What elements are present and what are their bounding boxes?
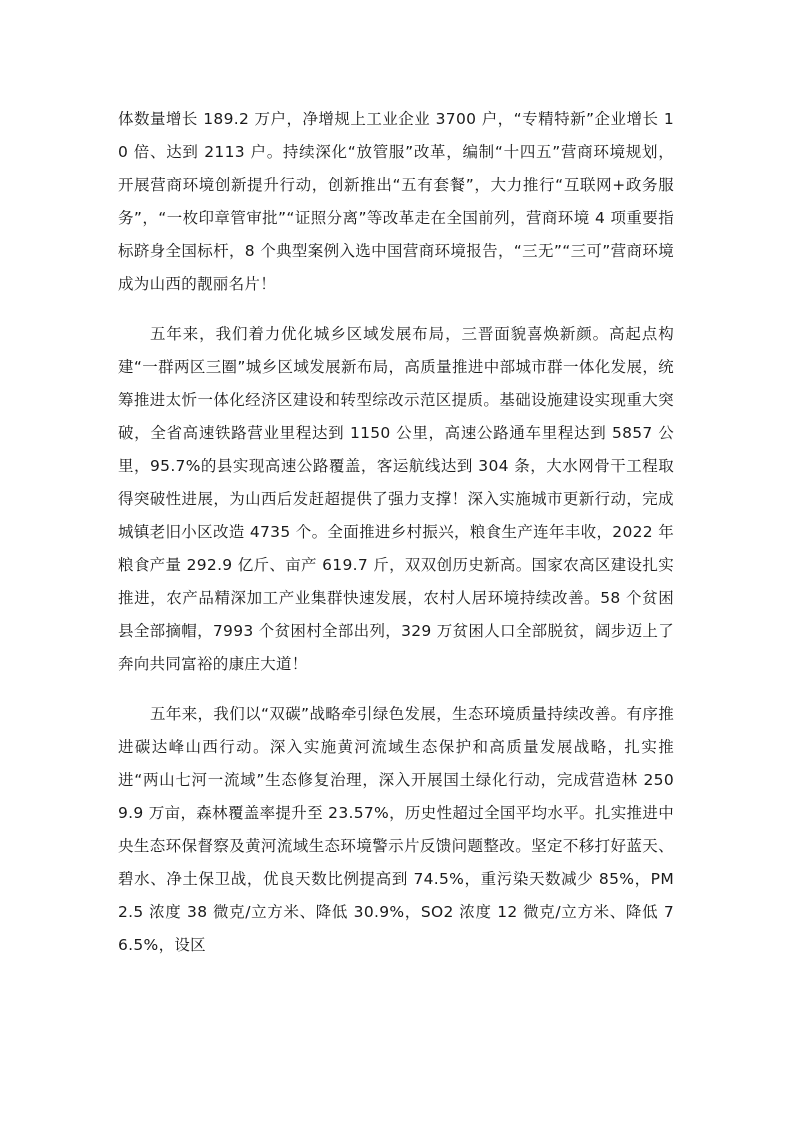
document-body xyxy=(118,103,674,962)
paragraph-green-development: 五年来，我们以“双碳”战略牵引绿色发展，生态环境质量持续改善。有序推进碳达峰山西行动。深入实施黄河流域生态保护和高质量发展战略，扎实推进“两山七河一流域”生态修复治理，深入开展国土绿化行动，完成营造林 2509.9 万亩，森林覆盖率提升至 23.57%，历史性超过全国平均水平。扎实推进中央生态环保督察及黄河流域生态环境警示片反馈问题整改。坚定不移打好蓝天、碧水、净土保卫战，优良天数比例提高到 74.5%，重污染天数减少 85%，PM2.5 浓度 38 微克/立方米、降低 30.9%，SO2 浓度 12 微克/立方米、降低 76.5%，设区 xyxy=(118,705,674,954)
paragraph-regional-development: 五年来，我们着力优化城乡区域发展布局，三晋面貌喜焕新颜。高起点构建“一群两区三圈”城乡区域发展新布局，高质量推进中部城市群一体化发展，统筹推进太忻一体化经济区建设和转型综改示范区提质。基础设施建设实现重大突破，全省高速铁路营业里程达到 1150 公里，高速公路通车里程达到 5857 公里，95.7%的县实现高速公路覆盖，客运航线达到 304 条，大水网骨干工程取得突破性进展，为山西后发赶超提供了强力支撑！深入实施城市更新行动，完成城镇老旧小区改造 4735 个。全面推进乡村振兴，粮食生产连年丰收，2022 年粮食产量 292.9 亿斤、亩产 619.7 斤，双双创历史新高。国家农高区建设扎实推进，农产品精深加工产业集群快速发展，农村人居环境持续改善。58 个贫困县全部摘帽，7993 个贫困村全部出列，329 万贫困人口全部脱贫，阔步迈上了奔向共同富裕的康庄大道！ xyxy=(118,325,674,673)
paragraph-business-environment: 体数量增长 189.2 万户，净增规上工业企业 3700 户，“专精特新”企业增长 10 倍、达到 2113 户。持续深化“放管服”改革，编制“十四五”营商环境规划，开展营商环境创新提升行动，创新推出“五有套餐”，大力推行“互联网+政务服务”，“一枚印章管审批”“证照分离”等改革走在全国前列，营商环境 4 项重要指标跻身全国标杆，8 个典型案例入选中国营商环境报告，“三无”“三可”营商环境成为山西的靓丽名片！ xyxy=(118,110,674,293)
